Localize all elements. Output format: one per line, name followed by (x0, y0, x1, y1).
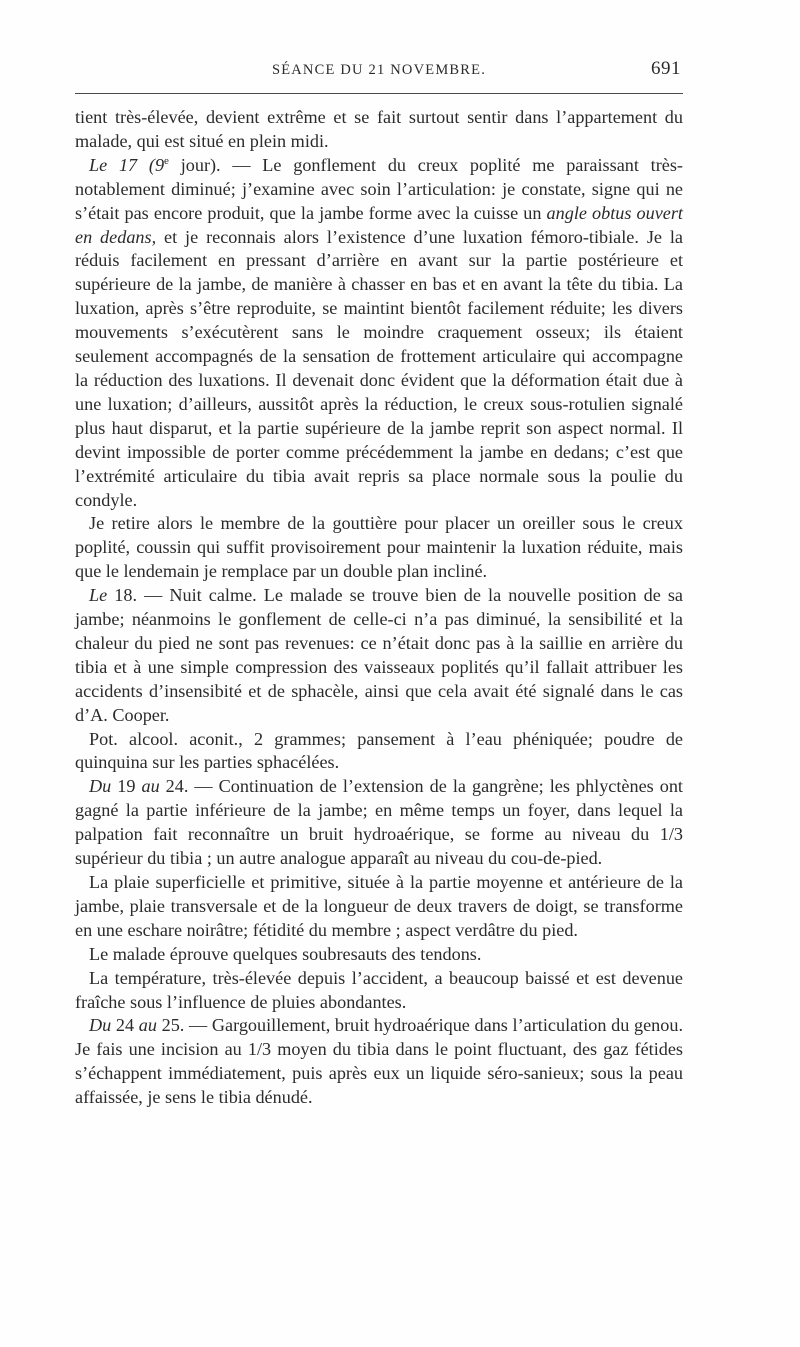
text-run: La température, très-élevée depuis l’accident, a beaucoup baissé et est devenue fraîche sous l’influence de pluies abondantes. (75, 967, 683, 1012)
paragraph (75, 775, 683, 871)
text-run: 19 (111, 776, 142, 797)
page-header (75, 56, 683, 86)
text-run: e (164, 154, 169, 167)
paragraph (75, 943, 683, 967)
paragraph (75, 1014, 683, 1110)
text-run: Pot. alcool. aconit., 2 grammes; pansement à l’eau phéniquée; poudre de quinquina sur les parties sphacélées. (75, 728, 683, 773)
text-run: Je retire alors le membre de la gouttière pour placer un oreiller sous le creux poplité, coussin qui suffit provisoirement pour maintenir la luxation réduite, mais que le lendemain je remplace par un double plan incliné. (75, 513, 683, 582)
text-run: Du (89, 1015, 112, 1036)
text-run: au (141, 776, 160, 797)
paragraph (75, 584, 683, 727)
text-run: jour). — Le gonflement du creux poplité me paraissant très-notablement diminué; j’examine avec soin l’articulation: je constate, signe qui ne s’était pas encore produit, que la jambe forme avec la cuisse un (75, 154, 683, 223)
text-run: tient très-élevée, devient extrême et se fait surtout sentir dans l’appartement du malade, qui est situé en plein midi. (75, 107, 683, 151)
page-number: 691 (651, 58, 681, 79)
paragraph (75, 512, 683, 584)
paragraph (75, 106, 683, 154)
text-run: 18. — Nuit calme. Le malade se trouve bien de la nouvelle position de sa jambe; néanmoins le gonflement de celle-ci n’a pas diminué, la sensibilité et la chaleur du pied ne sont pas revenues: ce n’était donc pas à la saillie en arrière du tibia et à une simple compression des vaisseaux poplités qu’il fallait attribuer les accidents d’insensibité et de sphacèle, ainsi que cela avait été signalé dans le cas d’A. Cooper. (75, 585, 683, 725)
text-run: 25. — Gargouillement, bruit hydroaérique dans l’articulation du genou. Je fais une incision au 1/3 moyen du tibia dans le point fluctuant, des gaz fétides s’échappent immédiatement, puis après eux un liquide séro-sanieux; sous la peau affaissée, je sens le tibia dénudé. (75, 1015, 684, 1108)
text-run: La plaie superficielle et primitive, située à la partie moyenne et antérieure de la jambe, plaie transversale et de la longueur de deux travers de doigt, se transforme en une eschare noirâtre; fétidité du membre ; aspect verdâtre du pied. (75, 872, 683, 940)
text-run: Le (89, 585, 108, 606)
running-head: SÉANCE DU 21 NOVEMBRE. (271, 62, 487, 78)
text-run: au (138, 1015, 157, 1036)
paragraph (75, 871, 683, 943)
text-run: Du (89, 776, 112, 797)
text-run: 24. — Continuation de l’extension de la gangrène; les phlyctènes ont gagné la partie inférieure de la jambe; en même temps un foyer, dans lequel la palpation fait reconnaître un bruit hydroaérique, se forme au niveau du 1/3 supérieur du tibia ; un autre analogue apparaît au niveau du cou-de-pied. (75, 776, 683, 869)
paragraph (75, 728, 683, 776)
header-rule (75, 93, 683, 94)
text-run: angle obtus ouvert en dedans, (75, 202, 683, 247)
text-run: 24 (111, 1015, 139, 1036)
text-run: Le malade éprouve quelques soubresauts des tendons. (89, 943, 482, 964)
paragraph (75, 154, 683, 513)
text-run: et je reconnais alors l’existence d’une luxation fémoro-tibiale. Je la réduis facilement en pressant d’arrière en avant sur la partie postérieure et supérieure de la jambe, de manière à chasser en bas et en avant la tête du tibia. La luxation, après s’être reproduite, se maintint bientôt facilement réduite; les divers mouvements s’exécutèrent sans le moindre craquement osseux; ils étaient seulement accompagnés de la sensation de frottement articulaire qui accompagne la réduction des luxations. Il devenait donc évident que la déformation était due à une luxation; d’ailleurs, aussitôt après la réduction, le creux sous-rotulien signalé plus haut disparut, et la partie supérieure de la jambe reprit son aspect normal. Il devint impossible de porter comme précédemment la jambe en dedans; c’est que l’extrémité articulaire du tibia avait repris sa place normale sous la poulie du condyle. (75, 226, 683, 510)
body-text (75, 106, 683, 1110)
paragraph (75, 967, 683, 1015)
text-run: Le 17 (9 (89, 154, 165, 175)
